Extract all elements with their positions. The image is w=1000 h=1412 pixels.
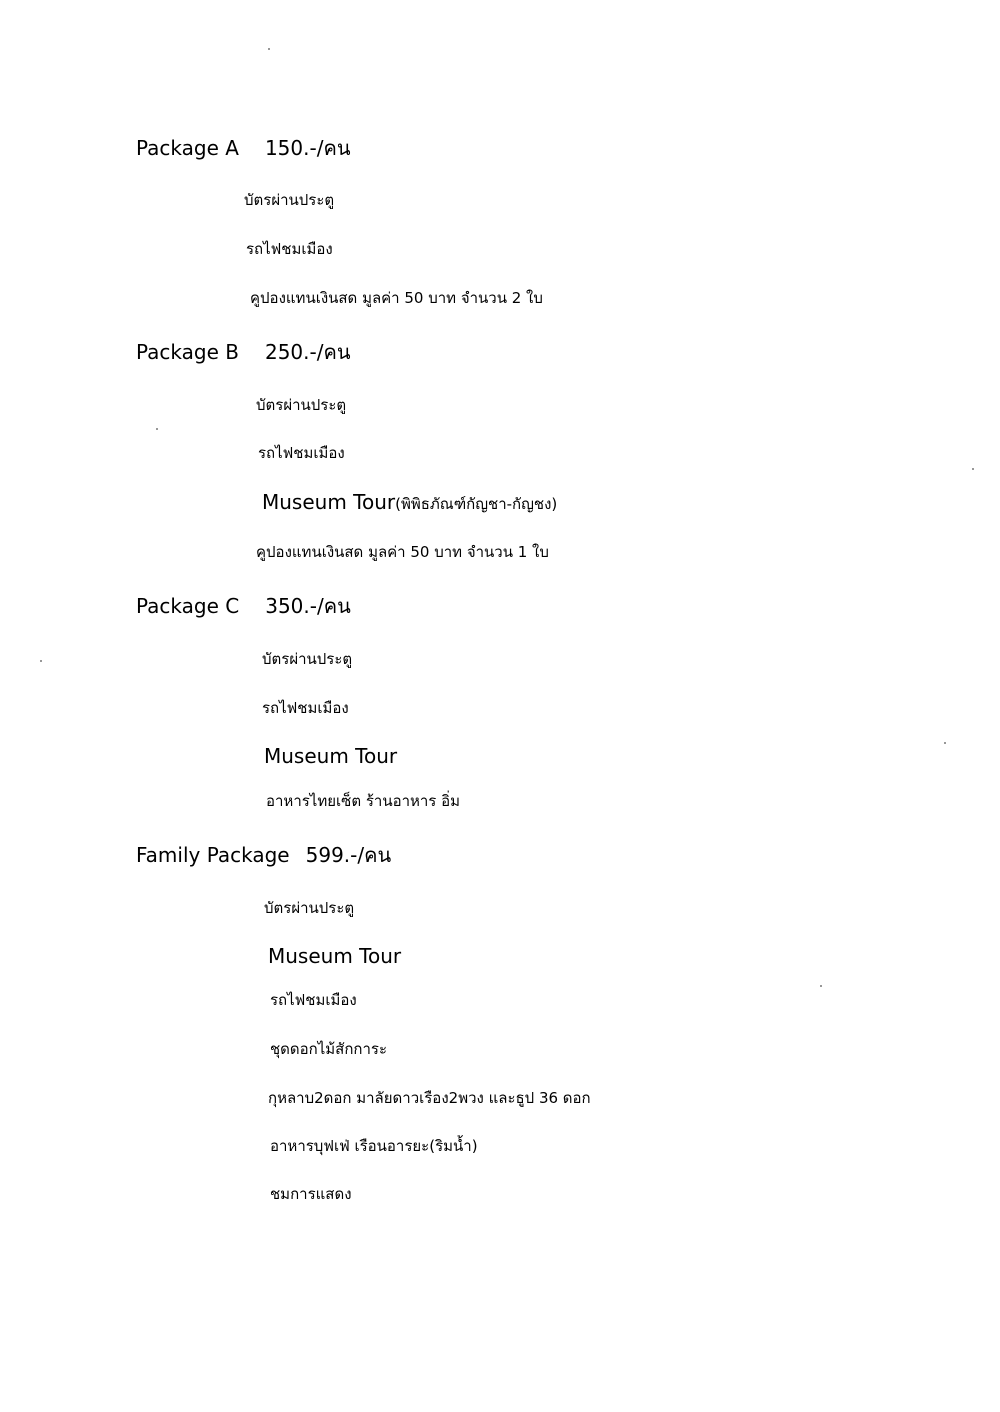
family-package-price: 599.-/คน [305,843,392,867]
package-c-item-gate-ticket: บัตรผ่านประตู [262,650,353,668]
package-b-tour-note: (พิพิธภัณฑ์กัญชา-กัญชง) [395,495,558,513]
package-c-price: 350.-/คน [265,594,351,618]
package-b-item-coupon: คูปองแทนเงินสด มูลค่า 50 บาท จำนวน 1 ใบ [256,543,549,561]
package-c-item-city-train: รถไฟชมเมือง [262,699,349,717]
scan-speck [944,742,946,744]
scan-speck [40,660,42,662]
package-a-item-gate-ticket: บัตรผ่านประตู [244,191,335,209]
scan-speck [268,48,270,50]
package-a-item-coupon: คูปองแทนเงินสด มูลค่า 50 บาท จำนวน 2 ใบ [250,289,543,307]
package-a-name: Package A [136,136,239,160]
family-museum-tour: Museum Tour [268,944,402,968]
family-item-show: ชมการแสดง [270,1185,352,1203]
scan-speck [156,428,158,430]
family-item-flower-details: กุหลาบ2ดอก มาลัยดาวเรือง2พวง และธูป 36 ดอก [268,1089,591,1107]
family-item-flower-set: ชุดดอกไม้สักการะ [270,1040,388,1058]
package-b-item-city-train: รถไฟชมเมือง [258,444,345,462]
family-package-name: Family Package [136,843,290,867]
package-b-name: Package B [136,340,239,364]
package-a-price: 150.-/คน [264,136,351,160]
package-a-heading [136,138,351,158]
scan-speck [972,468,974,470]
package-c-heading [136,596,351,616]
package-b-museum-tour [262,492,557,512]
package-c-item-thai-set-meal: อาหารไทยเซ็ต ร้านอาหาร อิ่ม [266,792,461,810]
family-package-heading [136,845,391,865]
package-b-heading [136,342,351,362]
family-item-city-train: รถไฟชมเมือง [270,991,357,1009]
package-a-item-city-train: รถไฟชมเมือง [246,240,333,258]
scan-speck [820,985,822,987]
package-b-item-gate-ticket: บัตรผ่านประตู [256,396,347,414]
family-item-buffet: อาหารบุฟเฟ่ เรือนอารยะ(ริมน้ำ) [270,1137,478,1155]
package-b-price: 250.-/คน [264,340,351,364]
family-item-gate-ticket: บัตรผ่านประตู [264,899,355,917]
package-c-museum-tour: Museum Tour [264,744,398,768]
package-b-tour-label: Museum Tour [262,490,396,514]
package-c-name: Package C [136,594,240,618]
